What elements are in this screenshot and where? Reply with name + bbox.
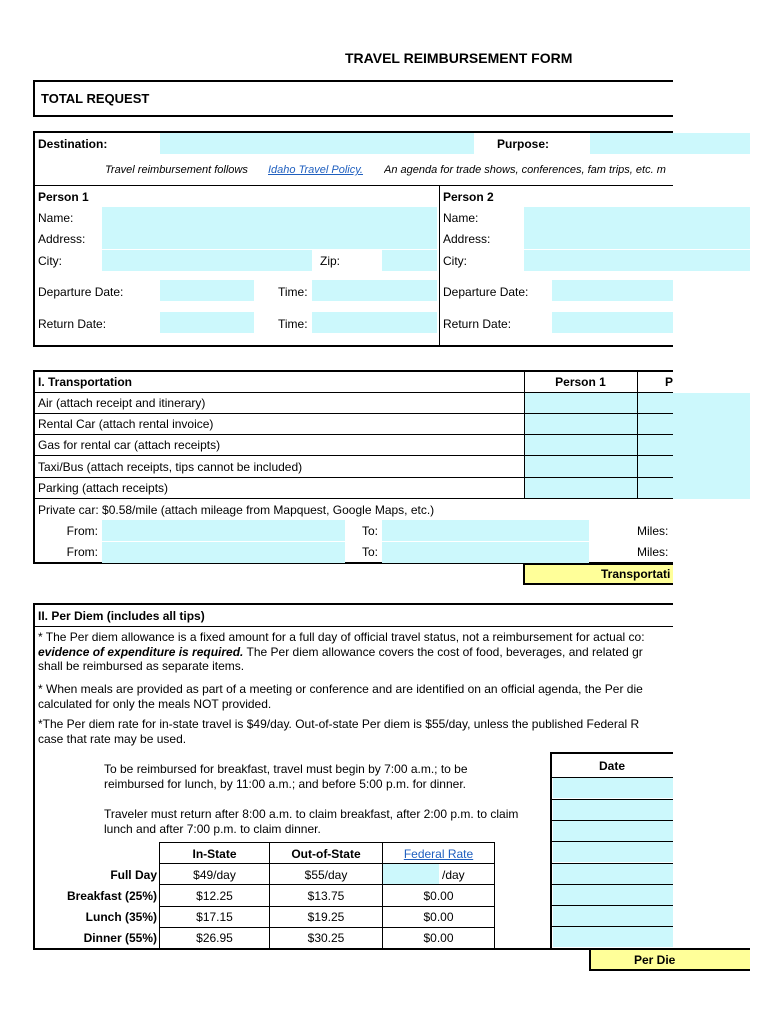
date-cell-7[interactable] [553, 906, 673, 926]
transport-row-air: Air (attach receipt and itinerary) [38, 396, 206, 410]
person1-zip-label: Zip: [320, 254, 341, 268]
rate-cell: $0.00 [423, 931, 454, 945]
to2-label: To: [362, 545, 379, 559]
person2-departure-field[interactable] [552, 280, 673, 301]
p1-line2 [38, 645, 673, 660]
p1-line2-rest: The Per diem allowance covers the cost of food, beverages, and related gr [243, 644, 643, 659]
person1-return-time-label: Time: [278, 317, 308, 331]
date-cell-5[interactable] [553, 864, 673, 884]
person1-zip-field[interactable] [382, 250, 437, 271]
transportation-heading: I. Transportation [38, 375, 133, 389]
per-diem-total-label: Per Die [634, 953, 676, 967]
meal-rule-1 [104, 762, 468, 791]
person2-heading: Person 2 [443, 190, 494, 204]
rule1-line1: To be reimbursed for breakfast, travel must begin by 7:00 a.m.; to be [104, 762, 468, 776]
transport-person1-column[interactable] [525, 393, 637, 499]
p3-line1: *The Per diem rate for in-state travel is $49/day. Out-of-state Per diem is $55/day, unless the published Federal R [38, 717, 640, 731]
rate-row-label: Full Day [110, 868, 157, 882]
transport-row-gas: Gas for rental car (attach receipts) [38, 438, 221, 452]
from1-field[interactable] [102, 520, 345, 541]
idaho-travel-policy-link[interactable]: Idaho Travel Policy. [268, 164, 363, 176]
person1-return-label: Return Date: [38, 317, 107, 331]
purpose-field[interactable] [590, 133, 750, 154]
rate-cell: $49/day [193, 868, 236, 882]
rate-cell: $13.75 [307, 889, 345, 903]
date-cell-3[interactable] [553, 821, 673, 841]
rule2-line2: lunch and after 7:00 p.m. to claim dinner. [104, 821, 321, 836]
rate-header-instate: In-State [192, 847, 237, 861]
transport-person2-column[interactable] [638, 393, 750, 499]
from2-label: From: [66, 545, 98, 559]
p1-line2-bold: evidence of expenditure is required. [38, 644, 244, 659]
rule2-line1: Traveler must return after 8:00 a.m. to claim breakfast, after 2:00 p.m. to claim [104, 807, 519, 821]
person2-city-label: City: [443, 254, 467, 268]
rate-row-label: Breakfast (25%) [66, 889, 157, 903]
p2-line1: * When meals are provided as part of a meeting or conference and are identified on an official agenda, the Per die [38, 682, 643, 696]
person1-name-field[interactable] [102, 207, 437, 228]
person1-departure-time-label: Time: [278, 285, 308, 299]
transport-row-rental: Rental Car (attach rental invoice) [38, 417, 214, 431]
person1-address-field[interactable] [102, 228, 437, 249]
date-header: Date [598, 759, 625, 773]
rate-cell: $26.95 [196, 931, 233, 945]
total-request-label: TOTAL REQUEST [41, 91, 150, 106]
p1-line3: shall be reimbursed as separate items. [38, 659, 245, 673]
person1-departure-field[interactable] [160, 280, 254, 301]
p1-line1: * The Per diem allowance is a fixed amount for a full day of official travel status, not a reimbursement for actual co: [38, 630, 645, 644]
per-diem-heading: II. Per Diem (includes all tips) [38, 609, 205, 623]
destination-label: Destination: [38, 137, 108, 151]
p2-line2: calculated for only the meals NOT provided. [38, 696, 272, 711]
private-car-label: Private car: $0.58/mile (attach mileage from Mapquest, Google Maps, etc.) [38, 503, 435, 517]
rate-cell: $17.15 [196, 910, 233, 924]
rate-row-label: Lunch (35%) [85, 910, 157, 924]
person1-departure-time-field[interactable] [312, 280, 437, 301]
person2-address-label: Address: [443, 232, 491, 246]
person1-return-time-field[interactable] [312, 312, 437, 333]
per-diem-paragraph-1 [38, 630, 673, 674]
date-cell-2[interactable] [553, 800, 673, 820]
to1-label: To: [362, 524, 379, 538]
rate-cell: $12.25 [196, 889, 233, 903]
agenda-note: An agenda for trade shows, conferences, fam trips, etc. m [384, 164, 666, 176]
transport-row-parking: Parking (attach receipts) [38, 481, 169, 495]
person2-city-field[interactable] [524, 250, 750, 271]
person2-name-field[interactable] [524, 207, 750, 228]
federal-rate-link[interactable]: Federal Rate [403, 847, 474, 861]
person1-name-label: Name: [38, 211, 74, 225]
transport-col-person2: P [665, 375, 674, 389]
person1-heading: Person 1 [38, 190, 89, 204]
purpose-label: Purpose: [497, 137, 550, 151]
rate-cell: $0.00 [423, 910, 454, 924]
rate-cell: $30.25 [307, 931, 345, 945]
transport-row-taxi: Taxi/Bus (attach receipts, tips cannot be included) [38, 460, 303, 474]
date-cell-4[interactable] [553, 842, 673, 862]
person2-return-field[interactable] [552, 312, 673, 333]
policy-note: Travel reimbursement follows [105, 164, 248, 176]
rate-cell: $19.25 [307, 910, 345, 924]
rate-cell: $55/day [304, 868, 348, 882]
miles1-label: Miles: [637, 524, 669, 538]
rate-cell: /day [442, 868, 465, 882]
person2-name-label: Name: [443, 211, 479, 225]
meal-rule-2 [104, 807, 518, 836]
person1-return-field[interactable] [160, 312, 254, 333]
miles2-label: Miles: [637, 545, 669, 559]
person2-return-label: Return Date: [443, 317, 512, 331]
transport-col-person1: Person 1 [555, 375, 606, 389]
p3-line2: case that rate may be used. [38, 731, 187, 746]
rule1-line2: reimbursed for lunch, by 11:00 a.m.; and before 5:00 p.m. for dinner. [104, 776, 466, 791]
from1-label: From: [66, 524, 98, 538]
federal-rate-field[interactable] [383, 864, 439, 884]
per-diem-paragraph-2 [38, 682, 673, 711]
to1-field[interactable] [382, 520, 589, 541]
form-title: TRAVEL REIMBURSEMENT FORM [345, 50, 573, 66]
destination-field[interactable] [160, 133, 474, 154]
to2-field[interactable] [382, 542, 589, 563]
person2-departure-label: Departure Date: [443, 285, 529, 299]
person1-address-label: Address: [38, 232, 86, 246]
date-cell-8[interactable] [553, 927, 673, 947]
rate-header-outofstate: Out-of-State [291, 847, 361, 861]
date-cell-1[interactable] [553, 778, 673, 798]
from2-field[interactable] [102, 542, 345, 563]
per-diem-paragraph-3 [38, 717, 673, 746]
person2-address-field[interactable] [524, 228, 750, 249]
transportation-total-label: Transportati [601, 567, 671, 581]
rate-row-label: Dinner (55%) [83, 931, 157, 945]
person1-departure-label: Departure Date: [38, 285, 124, 299]
person1-city-label: City: [38, 254, 62, 268]
rate-cell: $0.00 [423, 889, 454, 903]
person1-city-field[interactable] [102, 250, 312, 271]
date-cell-6[interactable] [553, 885, 673, 905]
